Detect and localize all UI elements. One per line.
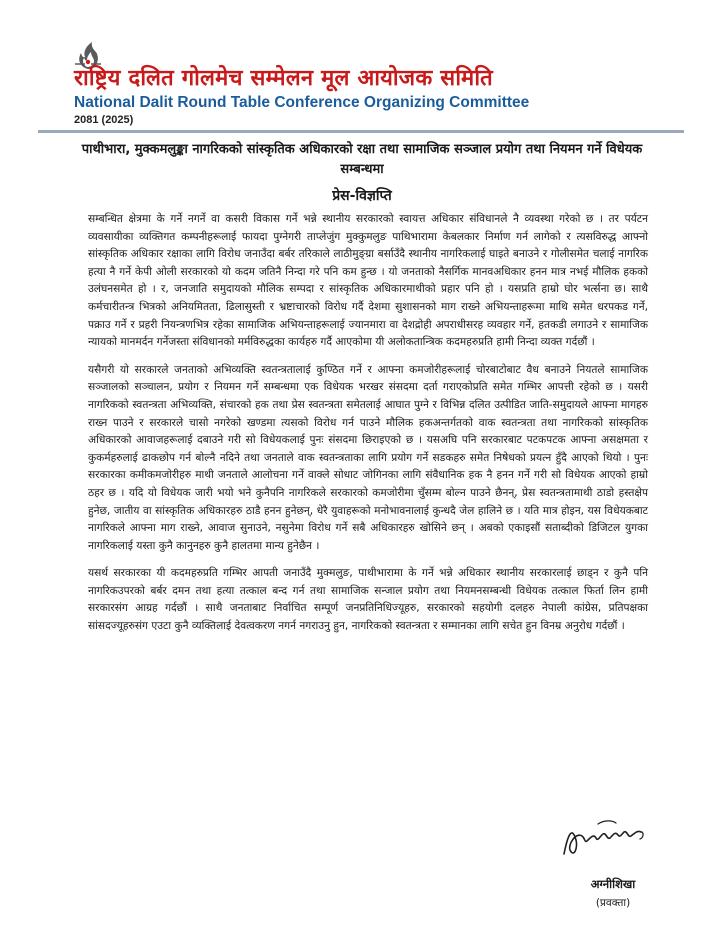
signatory-role: (प्रवक्ता)	[595, 897, 631, 909]
document-subtitle: प्रेस-विज्ञप्ति	[332, 188, 392, 204]
handwritten-signature	[558, 814, 668, 862]
organization-name-english: National Dalit Round Table Conference Organizing Committee	[74, 94, 530, 111]
body-paragraph: यसर्थ सरकारका यी कदमहरुप्रति गम्भिर आपती जनाउँदै मुक्मलुङ, पाथीभारामा के गर्ने भन्ने अधिकार स्थानीय सरकारलाई छाड्न र कुनै पनि नागरिकउपरको बर्बर दमन तथा हत्या तत्काल बन्द गर्न तथा सामाजिक सन्जाल प्रयोग तथा नियमनसम्बन्धी विधेयक तत्काल फिर्ता लिन हामी सरकारसंग आग्रह गर्दछौं । साथै जनताबाट निर्वाचित सम्पूर्ण जनप्रतिनिधिज्यूहरु, सरकारको सहयोगी दलहरु नेपाली कांग्रेस, प्रतिपक्षका सांसदज्यूहरुसंग एउटा कुनै व्यक्तिलाई देवत्वकरण नगर्न नगराउनु हुन, नागरिकको स्वतन्त्रता र सम्मानका लागि सचेत हुन विनम्र अनुरोध गर्दछौं ।	[88, 567, 648, 633]
body-paragraph: सम्बन्धित क्षेत्रमा के गर्ने नगर्ने वा कसरी विकास गर्ने भन्ने स्थानीय सरकारको स्वायत्त अधिकार संविधानले नै व्यवस्था गरेको छ । तर पर्यटन व्यवसायीका व्यक्तिगत कम्पनीहरूलाई फायदा पुग्नेगरी ताप्लेजुंग मुक्कुमलुङ पाथिभारामा केबलकार निर्माण गर्न लागेको र त्यसविरुद्ध आफ्नो सांस्कृतिक अधिकार रक्षाका लागि विरोध जनाउँदा बर्बर तरिकाले लाठीमुङ्ग्रा बर्साउँदै स्थानीय नागरिकलाई घाइते बनाउने र गोलीसमेत चलाई नागरिक हत्या नै गर्ने केपी ओली सरकारको यो कदम जतिनै निन्दा गरे पनि कम हुन्छ । यो जनताको नैसर्गिक मानवअधिकार हनन मात्र नभई मौलिक हकको उलंघनसमेत हो । र, जनजाति समुदायको मौलिक सम्पदा र सांस्कृतिक अधिकारमाथीको प्रहार पनि हो । यसप्रति हाम्रो घोर भर्त्सना छ। साथै कर्मचारीतन्त्र भित्रको अनियमितता, ढिलासुस्ती र भ्रष्टाचारको विरोध गर्दै देशमा सुशासनको माग राख्ने अभियन्ताहरूमा माथि समेत धरपकड गर्ने, पक्राउ गर्ने र प्रहरी नियन्त्रणभित्र रहेका सामाजिक अभियन्ताहरूलाई ज्यानमारा वा देशद्रोही अपराधीसरह व्यवहार गर्ने, हतकडी लगाउने र सामाजिक न्यायको मानमर्दन गर्नेजस्ता संविधानको मर्मविरुद्धका कार्यहरु गर्दै आएकोमा यी अलोकतान्त्रिक कदमहरुप्रति हामी निन्दा व्यक्त गर्दछौं ।	[88, 213, 648, 349]
body-paragraph: यसैगरी यो सरकारले जनताको अभिव्यक्ति स्वतन्त्रतालाई कुण्ठित गर्ने र आफ्ना कमजोरीहरूलाई चोरबाटोबाट वैध बनाउने नियतले सामाजिक सञ्जालको सञ्चालन, प्रयोग र नियमन गर्ने सम्बन्धमा एक विधेयक भरखर संसदमा दर्ता गराएकोप्रति समेत गम्भिर आपत्ती रहेको छ । यसरी नागरिकको स्वतन्त्रता अभिव्यक्ति, संचारको हक तथा प्रेस स्वतन्त्रता समेतलाई आघात पुग्ने र विभिन्न दलित उत्पीडित जाति-समुदायले आफ्ना मागहरु राख्न पाउने र सरकारले चासो नगरेको खण्डमा त्यसको विरोध गर्न पाउने मौलिक हकअन्तर्गतको वाक स्वतन्त्रता तथा नागरिकको सांस्कृतिक अधिकारको आवाजहरूलाई दबाउने गरी सो विधेयकलाई पुनः संसदमा छिराइएको छ । यसअघि पनि सरकारबाट पटकपटक आफ्ना असक्षमता र कुकर्महरुलाई ढाकछोप गर्न बोल्नै नदिने तथा जनताले वाक स्वतन्त्रताका लागि प्रयोग गर्ने सडकहरु समेत निषेधको प्रयत्न हुँदै आएको थियो । पुनः सरकारका कमीकमजोरीहरु माथी जनताले आलोचना गर्ने वाक्ले सोधाट जोगिनका लागि संवैधानिक हक नै हनन गर्ने गरी सो विधेयक आएको हाम्रो ठहर छ । यदि यो विधेयक जारी भयो भने कुनैपनि नागरिकले सरकारको कमजोरीमा चुँसम्म बोल्न पाउने छैनन्, प्रेस स्वतन्त्रतामाथी ठाडो हस्तक्षेप हुनेछ, जातीय वा सांस्कृतिक अधिकारहरु ठाडै हनन हुनेछन्, धेरै युवाहरूको मनोभावनालाई कुन्धदै जेल हालिने छ । यति मात्र होइन, यस विधेयकबाट नागरिकले आफ्ना माग राख्ने, आवाज सुनाउने, नसुनेमा विरोध गर्ने सबै अधिकारहरु खोसिने छन् । अबको एकाइसौं सताब्दीको डिजिटल युगका नागरिकलाई यस्ता कुनै कानुनहरु कुनै हालतमा मान्य हुनेछैन ।	[88, 363, 648, 552]
letterhead-year: 2081 (2025)	[74, 114, 134, 126]
letterhead-divider	[38, 130, 684, 133]
organization-name-nepali: राष्ट्रिय दलित गोलमेच सम्मेलन मूल आयोजक समिति	[74, 66, 493, 91]
signatory-name: अग्नीशिखा	[590, 877, 636, 891]
press-release-body	[88, 211, 648, 646]
document-title: पाथीभारा, मुक्कमलुङ्का नागरिकको सांस्कृतिक अधिकारको रक्षा तथा सामाजिक सञ्जाल प्रयोग तथा नियमन गर्ने विधेयक सम्बन्धमा	[81, 142, 643, 177]
